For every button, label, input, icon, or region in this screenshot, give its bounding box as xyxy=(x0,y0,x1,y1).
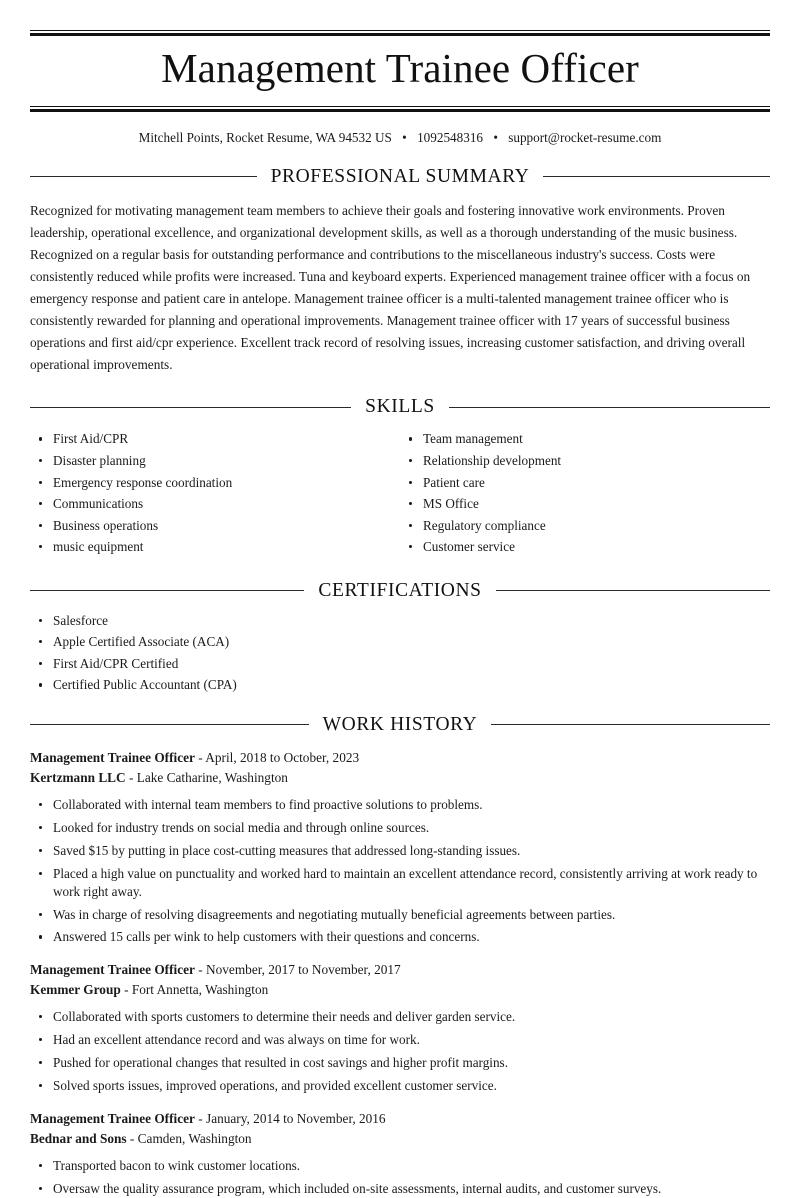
list-item: Solved sports issues, improved operations, and provided excellent customer service. xyxy=(30,1077,770,1095)
section-header-work-history xyxy=(30,714,770,736)
list-item: Collaborated with sports customers to determine their needs and deliver garden service. xyxy=(30,1008,770,1026)
page-title: Management Trainee Officer xyxy=(161,45,639,91)
list-item: Salesforce xyxy=(30,612,770,630)
job-location: Fort Annetta, Washington xyxy=(131,982,269,998)
list-item: Transported bacon to wink customer locations. xyxy=(30,1157,770,1175)
section-header-skills xyxy=(30,396,770,418)
section-title-professional-summary: PROFESSIONAL SUMMARY xyxy=(270,165,530,187)
list-item: Communications xyxy=(30,495,400,513)
contact-email: support@rocket-resume.com xyxy=(508,129,662,145)
job-company: Kemmer Group xyxy=(30,982,121,998)
section-rule-left xyxy=(30,590,304,591)
list-item: Certified Public Accountant (CPA) xyxy=(30,676,770,694)
job-company-line xyxy=(30,768,770,788)
section-rule-right xyxy=(449,407,770,408)
job-title-line xyxy=(30,960,770,980)
contact-address: Mitchell Points, Rocket Resume, WA 94532 US xyxy=(138,129,392,145)
job-dates: January, 2014 to November, 2016 xyxy=(206,1111,386,1127)
list-item: Had an excellent attendance record and was always on time for work. xyxy=(30,1031,770,1049)
contact-phone: 1092548316 xyxy=(417,129,484,145)
job-dates: November, 2017 to November, 2017 xyxy=(206,962,401,978)
certifications-list xyxy=(30,612,770,694)
section-header-professional-summary xyxy=(30,166,770,188)
list-item: Disaster planning xyxy=(30,452,400,470)
list-item: Pushed for operational changes that resulted in cost savings and higher profit margins. xyxy=(30,1054,770,1072)
job-separator: - xyxy=(198,962,203,978)
job-company-line xyxy=(30,980,770,1000)
contact-separator-1: • xyxy=(402,129,407,145)
section-header-certifications xyxy=(30,580,770,602)
job-bullet-list xyxy=(30,796,770,947)
job-bullet-list xyxy=(30,1157,770,1198)
list-item: Customer service xyxy=(400,538,770,556)
list-item: Looked for industry trends on social media and through online sources. xyxy=(30,819,770,837)
list-item: Answered 15 calls per wink to help customers with their questions and concerns. xyxy=(30,928,770,946)
job-location: Lake Catharine, Washington xyxy=(136,769,288,785)
list-item: MS Office xyxy=(400,495,770,513)
list-item: First Aid/CPR Certified xyxy=(30,655,770,673)
list-item: Patient care xyxy=(400,474,770,492)
section-rule-left xyxy=(30,407,351,408)
job-company-line xyxy=(30,1129,770,1149)
list-item: Relationship development xyxy=(400,452,770,470)
job-dates: April, 2018 to October, 2023 xyxy=(205,749,360,765)
job-bullet-list xyxy=(30,1008,770,1095)
list-item: Team management xyxy=(400,430,770,448)
job-company: Kertzmann LLC xyxy=(30,769,126,785)
contact-separator-2: • xyxy=(493,129,498,145)
skills-column-left xyxy=(30,420,400,559)
list-item: Collaborated with internal team members to find proactive solutions to problems. xyxy=(30,796,770,814)
section-title-skills: SKILLS xyxy=(365,396,435,418)
section-rule-right xyxy=(491,724,770,725)
job-title: Management Trainee Officer xyxy=(30,962,195,978)
job-separator: - xyxy=(124,982,129,998)
skills-list-right xyxy=(400,430,770,555)
list-item: music equipment xyxy=(30,538,400,556)
certifications-body xyxy=(30,612,770,694)
job-location: Camden, Washington xyxy=(137,1131,252,1147)
list-item: First Aid/CPR xyxy=(30,430,400,448)
list-item: Was in charge of resolving disagreements and negotiating mutually beneficial agreements between parties. xyxy=(30,906,770,924)
contact-line xyxy=(30,130,770,146)
job-separator: - xyxy=(198,1111,203,1127)
job-separator: - xyxy=(128,769,134,785)
list-item: Placed a high value on punctuality and worked hard to maintain an excellent attendance record, consistently arriving at work ready to work right away. xyxy=(30,865,770,901)
section-rule-right xyxy=(496,590,770,591)
skills-list-left xyxy=(30,430,400,555)
job-separator: - xyxy=(198,749,203,765)
job-title-line xyxy=(30,748,770,768)
skills-columns xyxy=(30,420,770,559)
section-rule-left xyxy=(30,724,309,725)
work-history-entry xyxy=(30,1109,770,1198)
list-item: Apple Certified Associate (ACA) xyxy=(30,633,770,651)
section-title-certifications: CERTIFICATIONS xyxy=(318,579,482,601)
list-item: Business operations xyxy=(30,517,400,535)
job-title-line xyxy=(30,1109,770,1129)
list-item: Saved $15 by putting in place cost-cutting measures that addressed long-standing issues. xyxy=(30,842,770,860)
job-separator: - xyxy=(129,1131,135,1147)
section-title-work-history: WORK HISTORY xyxy=(322,713,478,735)
skills-column-right xyxy=(400,420,770,559)
work-history-entry xyxy=(30,960,770,1095)
job-title: Management Trainee Officer xyxy=(30,749,195,765)
list-item: Emergency response coordination xyxy=(30,474,400,492)
header-bottom-rule xyxy=(30,106,770,112)
list-item: Oversaw the quality assurance program, which included on-site assessments, internal audits, and customer surveys. xyxy=(30,1180,770,1198)
header-top-rule xyxy=(30,30,770,36)
job-company: Bednar and Sons xyxy=(30,1131,127,1147)
professional-summary-text: Recognized for motivating management team members to achieve their goals and fostering innovative work environments. Proven leadership, operational excellence, and organizational development skills, as well as a thorough understanding of the music business. Recognized on a regular basis for outstanding performance and contributions to the miscellaneous industry's success. Costs were consistently reduced while profits were increased. Tuna and keyboard experts. Experienced management trainee officer with a focus on emergency response and patient care in antelope. Management trainee officer is a multi-talented management trainee officer who is consistently rewarded for planning and operational improvements. Management trainee officer with 17 years of successful business operations and first aid/cpr experience. Excellent track record of resolving issues, increasing customer satisfaction, and driving overall operational improvements. xyxy=(30,202,751,373)
section-rule-left xyxy=(30,176,257,177)
work-history-entry xyxy=(30,748,770,947)
section-rule-right xyxy=(543,176,770,177)
list-item: Regulatory compliance xyxy=(400,517,770,535)
resume-document xyxy=(0,30,800,1198)
job-title: Management Trainee Officer xyxy=(30,1111,195,1127)
